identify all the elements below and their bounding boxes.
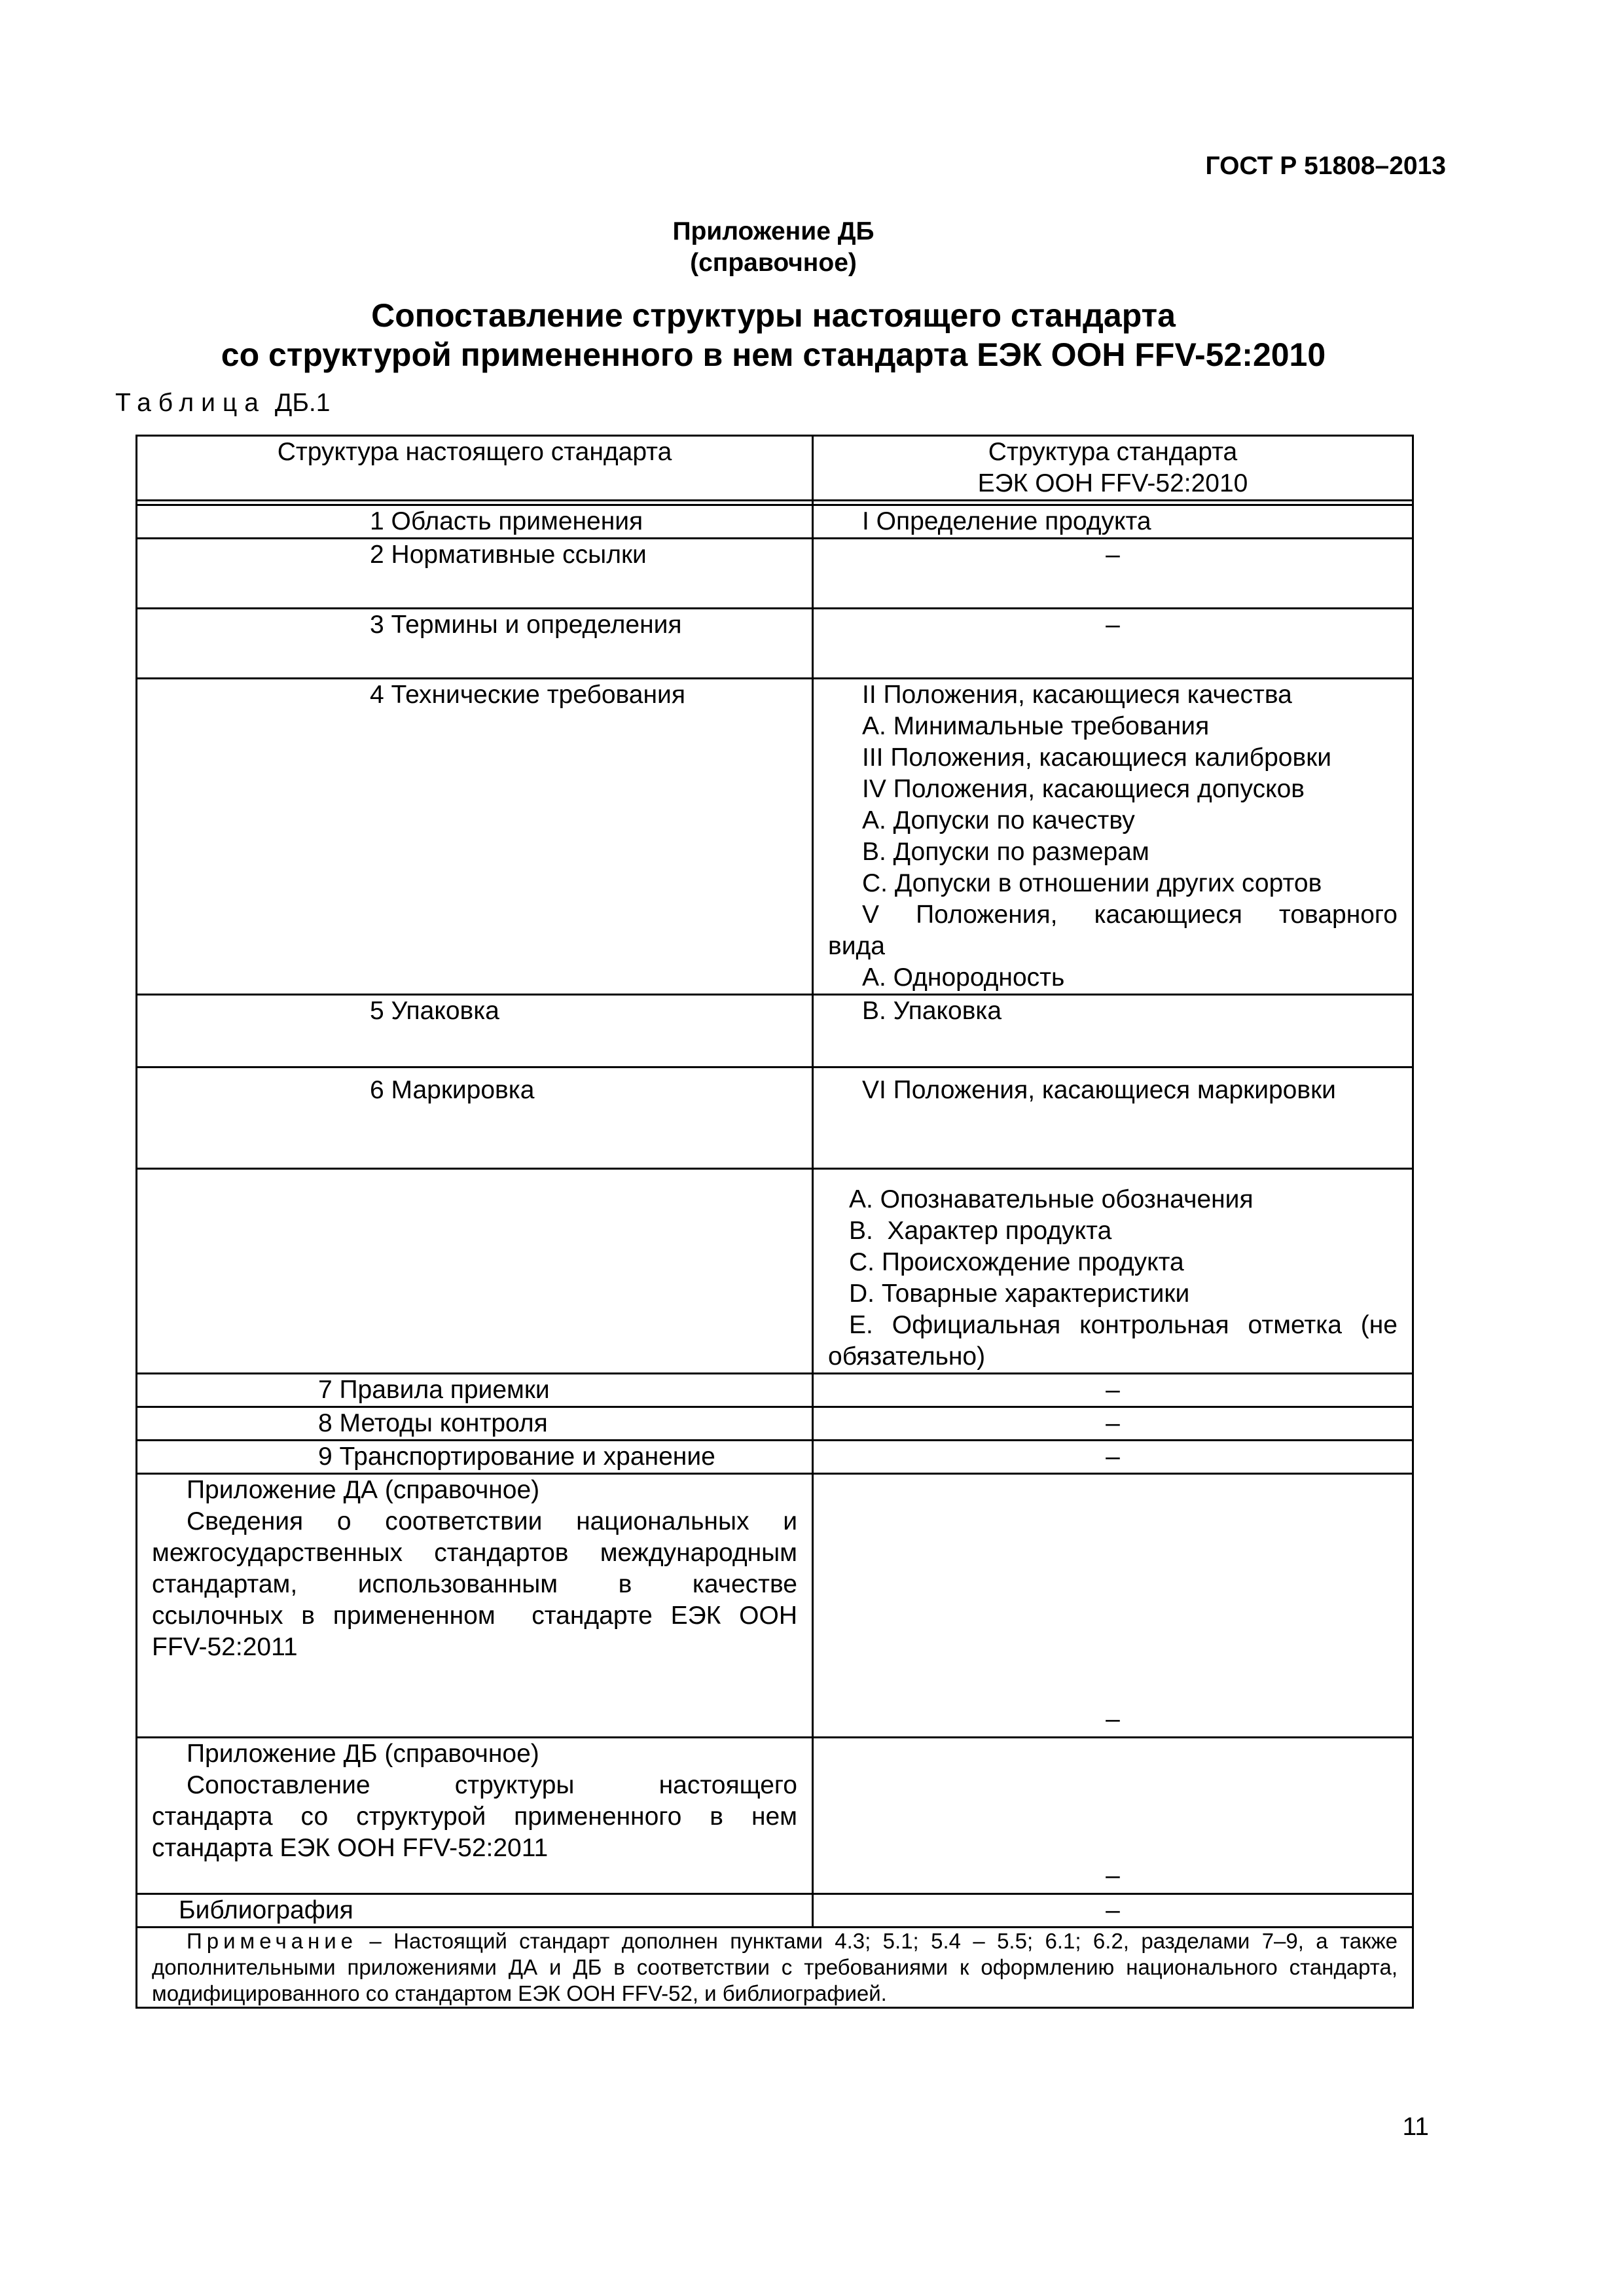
title-line-2: со структурой примененного в нем стандарта ЕЭК ООН FFV-52:2010 (221, 336, 1326, 373)
table-row (137, 1474, 1413, 1738)
cell-line: стандарта со структурой примененного в нем (152, 1803, 797, 1831)
cell-line: Приложение ДБ (справочное) (187, 1740, 539, 1768)
cell-line: А. Минимальные требования (862, 712, 1210, 740)
row-right: I Определение продукта (813, 505, 1413, 539)
table-row (137, 505, 1413, 539)
cell-line: А. Однородность (862, 963, 1065, 992)
row-left (137, 1738, 813, 1894)
page-number: 11 (1402, 2113, 1429, 2141)
table-row (137, 1441, 1413, 1474)
cell-line: Сопоставление структуры настоящего (187, 1771, 797, 1799)
row-right: – (813, 609, 1413, 679)
annex-type: (справочное) (690, 249, 857, 277)
cell-line: обязательно) (828, 1342, 986, 1371)
cell-line: II Положения, касающиеся качества (862, 681, 1292, 709)
cell-line: ссылочных в примененном стандарте ЕЭК ООН (152, 1602, 797, 1630)
cell-line: вида (828, 932, 885, 960)
table-row (137, 1738, 1413, 1894)
row-right: – (813, 1407, 1413, 1441)
cell-line: В. Характер продукта (849, 1217, 1112, 1245)
table-row (137, 679, 1413, 995)
row-left: 9 Транспортирование и хранение (137, 1441, 813, 1474)
row-right: – (813, 1738, 1413, 1894)
cell-line: А. Допуски по качеству (862, 806, 1135, 834)
header-separator (137, 501, 1413, 505)
page-title (0, 296, 1547, 374)
row-left: 6 Маркировка (137, 1067, 813, 1169)
table-caption-number: ДБ.1 (274, 389, 331, 417)
row-left: Библиография (137, 1894, 813, 1928)
cell-line: стандартам, использованным в качестве (152, 1570, 797, 1598)
row-left: 3 Термины и определения (137, 609, 813, 679)
row-right (813, 1169, 1413, 1374)
cell-line: V Положения, касающиеся товарного (862, 901, 1398, 929)
cell-line: FFV-52:2011 (152, 1633, 298, 1661)
table-caption-word: Таблица (115, 389, 266, 417)
cell-line: E. Официальная контрольная отметка (не (849, 1311, 1398, 1339)
row-left (137, 1474, 813, 1738)
table-row (137, 1894, 1413, 1928)
table-note (137, 1928, 1413, 2008)
cell-line: Приложение ДА (справочное) (187, 1476, 540, 1504)
row-right: – (813, 1441, 1413, 1474)
cell-line: стандарта ЕЭК ООН FFV-52:2011 (152, 1834, 549, 1862)
comparison-table (135, 435, 1414, 2009)
header-left: Структура настоящего стандарта (137, 436, 813, 501)
table-row (137, 539, 1413, 609)
row-left: 7 Правила приемки (137, 1374, 813, 1407)
row-left (137, 1169, 813, 1374)
row-left: 5 Упаковка (137, 995, 813, 1067)
table-note-row (137, 1928, 1413, 2008)
cell-line: межгосударственных стандартов международным (152, 1539, 797, 1567)
cell-line: IV Положения, касающиеся допусков (862, 775, 1305, 803)
header-right-line-1: Структура стандарта (988, 438, 1238, 466)
table-row (137, 1067, 1413, 1169)
row-left: 1 Область применения (137, 505, 813, 539)
cell-line: В. Допуски по размерам (862, 838, 1149, 866)
header-right-line-2: ЕЭК ООН FFV-52:2010 (977, 469, 1248, 497)
table-row (137, 995, 1413, 1067)
cell-line: D. Товарные характеристики (849, 1280, 1190, 1308)
row-right: VI Положения, касающиеся маркировки (813, 1067, 1413, 1169)
row-right: – (813, 1374, 1413, 1407)
table-row (137, 1374, 1413, 1407)
cell-line: Сведения о соответствии национальных и (187, 1507, 797, 1535)
note-label: Примечание (187, 1929, 358, 1953)
cell-line: А. Опознавательные обозначения (849, 1185, 1254, 1213)
row-left: 8 Методы контроля (137, 1407, 813, 1441)
cell-line: III Положения, касающиеся калибровки (862, 744, 1332, 772)
header-right (813, 436, 1413, 501)
title-line-1: Сопоставление структуры настоящего стандарта (371, 297, 1176, 334)
table-row (137, 609, 1413, 679)
row-right: – (813, 539, 1413, 609)
row-left: 4 Технические требования (137, 679, 813, 995)
cell-line: С. Допуски в отношении других сортов (862, 869, 1322, 897)
row-right (813, 679, 1413, 995)
table-row (137, 1407, 1413, 1441)
row-right: В. Упаковка (813, 995, 1413, 1067)
annex-title (0, 216, 1547, 279)
row-left: 2 Нормативные ссылки (137, 539, 813, 609)
note-text: – Настоящий стандарт дополнен пунктами 4.3; 5.1; 5.4 – 5.5; 6.1; 6.2, разделами 7–9, а также дополнительными приложениями ДА и ДБ в соответствии с требованиями к оформлению национального стандарта, модифицированного со стандартом ЕЭК ООН FFV-52, и библиографией. (152, 1929, 1398, 2005)
table-row (137, 1169, 1413, 1374)
table-caption (115, 389, 330, 418)
cell-line: С. Происхождение продукта (849, 1248, 1184, 1276)
row-right: – (813, 1474, 1413, 1738)
annex-label: Приложение ДБ (672, 217, 875, 245)
row-right: – (813, 1894, 1413, 1928)
table-header-row (137, 436, 1413, 501)
document-code: ГОСТ Р 51808–2013 (1205, 152, 1446, 180)
